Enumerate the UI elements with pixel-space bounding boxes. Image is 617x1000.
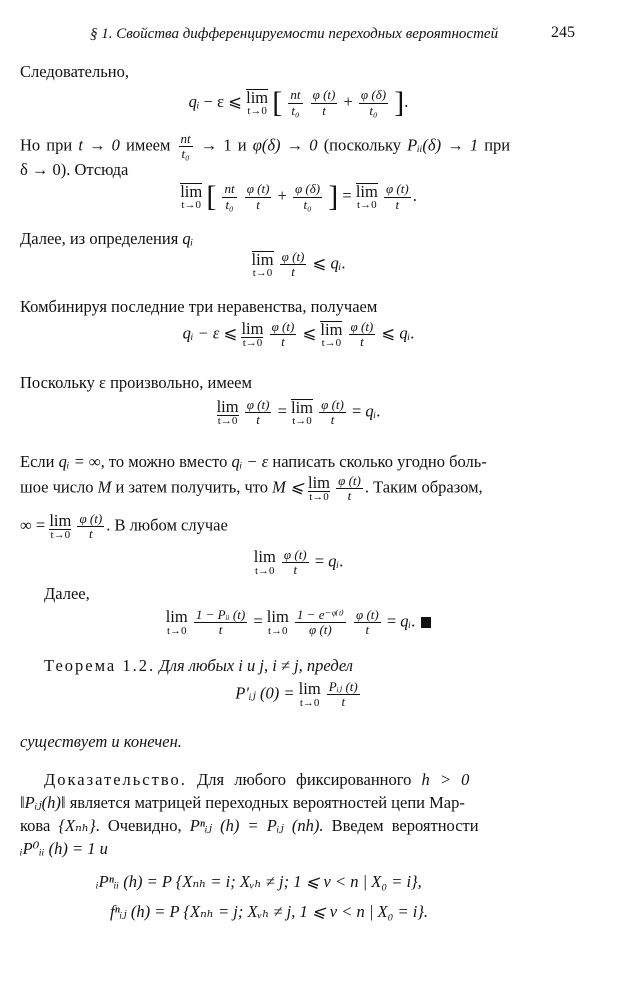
text-line-10: Поскольку ε произвольно, имеем xyxy=(20,373,252,392)
text-line-13: шое число M и затем получить, что M ⩽ lim t→0 $\frac{\varphi (t)}{t}$ . Таким образом, xyxy=(20,472,483,504)
text-line-14: ∞ = lim t→0 $\frac{\varphi (t)}{t}$ . В любом случае xyxy=(20,510,228,542)
equation-1: qᵢ − ε ⩽ lim t→0 [ $\frac{nt}{\text{t₀}}$ $\frac{\varphi (t)}{t}$ + $\frac{\varphi (\delta)}{\text{t₀}}$ ]. xyxy=(188,86,409,119)
proof-line-2: ‖Pᵢⱼ(h)‖ является матрицей переходных вероятностей цепи Мар- xyxy=(20,793,465,812)
equation-9: ᵢPⁿᵢᵢ (h) = P {Xₙₕ = i; Xᵥₕ ≠ j; 1 ⩽ v < n | X₀ = i}, xyxy=(96,872,422,891)
proof-line-4: ᵢP⁰ᵢᵢ (h) = 1 и xyxy=(20,839,108,858)
eps: ε xyxy=(217,91,225,111)
q-i: qᵢ xyxy=(188,91,200,111)
theorem-line: Теорема 1.2. Для любых i и j, i ≠ j, предел xyxy=(44,656,353,675)
page-number: 245 xyxy=(551,24,575,41)
equation-8: P′ᵢⱼ (0) = lim t→0 $\frac{\text{Pᵢⱼ (t)}}{t}$ xyxy=(235,679,358,710)
equation-7: lim t→0 $\frac{\text{1 − Pᵢᵢ (t)}}{t}$ = lim t→0 $\frac{\text{1 − e⁻ᵠ⁽ᵗ⁾}}{\varphi (t)}$ $\frac{\varphi (t)}{t}$ = qᵢ. xyxy=(20,608,577,638)
equation-5: lim t→0 $\frac{\varphi (t)}{t}$ = lim t→0 $\frac{\varphi (t)}{t}$ = qᵢ. xyxy=(216,396,381,428)
equation-6: lim t→0 $\frac{\varphi (t)}{t}$ = qᵢ. xyxy=(253,547,344,578)
qed-square xyxy=(421,617,431,628)
equation-4: qᵢ − ε ⩽ lim t→0 $\frac{\varphi (t)}{t}$ ⩽ lim t→0 $\frac{\varphi (t)}{t}$ ⩽ qᵢ. xyxy=(182,318,415,350)
equation-2: lim t→0 [ $\frac{nt}{\text{t₀}}$ $\frac{\varphi (t)}{t}$ + $\frac{\varphi (\delta)}{\text{t₀}}$ ] = lim t→0 $\frac{\varphi (t)}{t}$ . xyxy=(180,180,417,213)
running-header: § 1. Свойства дифференцируемости переходных вероятностей xyxy=(90,26,499,42)
text-line-16: Далее, xyxy=(44,584,90,603)
text-line-4: δ → 0). Отсюда xyxy=(20,160,129,179)
equation-3: lim t→0 $\frac{\varphi (t)}{t}$ ⩽ qᵢ. xyxy=(251,249,346,280)
text-line-12: Если qᵢ = ∞, то можно вместо qᵢ − ε написать сколько угодно боль- xyxy=(20,452,487,471)
proof-line-3: кова {Xₙₕ}. Очевидно, Pⁿᵢⱼ (h) = Pᵢⱼ (nh). Введем вероятности xyxy=(20,816,479,835)
proof-line-1: Доказательство. Для любого фиксированного h > 0 xyxy=(44,770,470,789)
text-line-6: Далее, из определения qᵢ xyxy=(20,229,194,248)
text-line-3: Но при t → 0 имеем $\frac{nt}{\text{t₀}}$ → 1 и φ(δ) → 0 (поскольку Pᵢᵢ(δ) → 1 при xyxy=(20,131,511,162)
text-line-8: Комбинируя последние три неравенства, получаем xyxy=(20,297,378,316)
equation-10: fⁿᵢⱼ (h) = P {Xₙₕ = j; Xᵥₕ ≠ j, 1 ⩽ v < n | X₀ = i}. xyxy=(110,902,429,921)
lim-sup: lim t→0 xyxy=(246,87,269,118)
theorem-end: существует и конечен. xyxy=(20,732,182,751)
text-line-1: Следовательно, xyxy=(20,62,129,81)
proof-label: Доказательство. xyxy=(44,770,187,789)
theorem-label: Теорема 1.2. xyxy=(44,656,156,675)
